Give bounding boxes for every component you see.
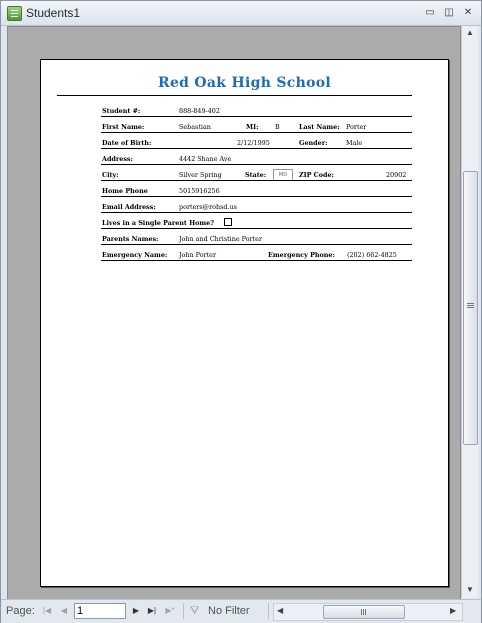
school-title: Red Oak High School [158,75,331,91]
row-divider [101,132,412,133]
horizontal-scrollbar[interactable] [273,603,463,621]
home-phone-value: 5015916256 [179,187,220,195]
report-icon [7,6,22,21]
student-number-value: 888-849-402 [179,107,220,115]
emergency-phone-label: Emergency Phone: [268,251,335,259]
state-value: MD [273,169,293,181]
restore-button[interactable]: ◫ [444,7,454,18]
next-page-button[interactable]: ▶ [132,606,140,615]
window-title: Students1 [26,6,81,20]
grip-icon [361,609,362,615]
row-divider [101,116,412,117]
student-number-label: Student #: [102,107,141,115]
last-name-label: Last Name: [299,123,340,131]
row-divider [101,164,412,165]
zip-value: 20902 [386,171,407,179]
horizontal-scroll-thumb[interactable] [323,605,405,619]
row-divider [101,148,412,149]
row-divider [101,180,412,181]
dob-label: Date of Birth: [102,139,152,147]
vertical-scrollbar[interactable] [461,26,478,598]
emergency-name-value: John Porter [179,251,217,259]
gender-value: Male [346,139,363,147]
row-divider [101,228,412,229]
single-parent-label: Lives in a Single Parent Home? [102,219,214,227]
page-label: Page: [6,605,35,617]
single-parent-checkbox [224,218,232,226]
zip-label: ZIP Code: [299,171,334,179]
previous-page-button[interactable]: ◀ [60,606,68,615]
last-name-value: Porter [346,123,367,131]
vertical-scroll-thumb[interactable] [463,171,478,445]
middle-initial-label: MI: [246,123,259,131]
scroll-down-icon[interactable]: ▼ [466,585,474,594]
home-phone-label: Home Phone [102,187,148,195]
status-divider [183,603,184,619]
row-divider [101,260,412,261]
parents-value: John and Christine Porter [179,235,262,243]
record-navigation-bar [1,599,481,623]
emergency-phone-value: (202) 662-4825 [347,251,397,259]
new-record-button[interactable]: ▶* [165,606,175,615]
first-name-label: First Name: [102,123,145,131]
row-divider [101,244,412,245]
state-label: State: [245,171,267,179]
first-name-value: Sebastian [179,123,211,131]
row-divider [101,212,412,213]
title-bar [1,1,481,26]
city-label: City: [102,171,119,179]
email-label: Email Address: [102,203,156,211]
email-value: porters@rohsd.us [179,203,237,211]
minimize-button[interactable]: ▭ [425,7,435,18]
address-value: 4442 Shane Ave [179,155,232,163]
filter-icon[interactable]: ⛛ [190,605,200,617]
address-label: Address: [102,155,133,163]
page-number-input[interactable]: 1 [74,603,126,619]
parents-label: Parents Names: [102,235,159,243]
dob-value: 2/12/1995 [237,139,270,147]
middle-initial-value: B [275,123,280,131]
status-divider [268,603,269,619]
scroll-left-icon[interactable]: ◀ [277,606,284,615]
report-preview-area[interactable] [7,26,461,600]
city-value: Silver Spring [179,171,222,179]
report-page [40,59,449,587]
title-divider [57,95,412,96]
first-page-button[interactable]: |◀ [42,606,52,615]
scroll-up-icon[interactable]: ▲ [466,28,474,37]
row-divider [101,196,412,197]
no-filter-button[interactable]: No Filter [208,605,250,617]
scroll-right-icon[interactable]: ▶ [450,606,457,615]
close-button[interactable]: ✕ [463,7,473,18]
emergency-name-label: Emergency Name: [102,251,168,259]
last-page-button[interactable]: ▶| [147,606,157,615]
grip-icon [467,303,474,304]
gender-label: Gender: [299,139,328,147]
